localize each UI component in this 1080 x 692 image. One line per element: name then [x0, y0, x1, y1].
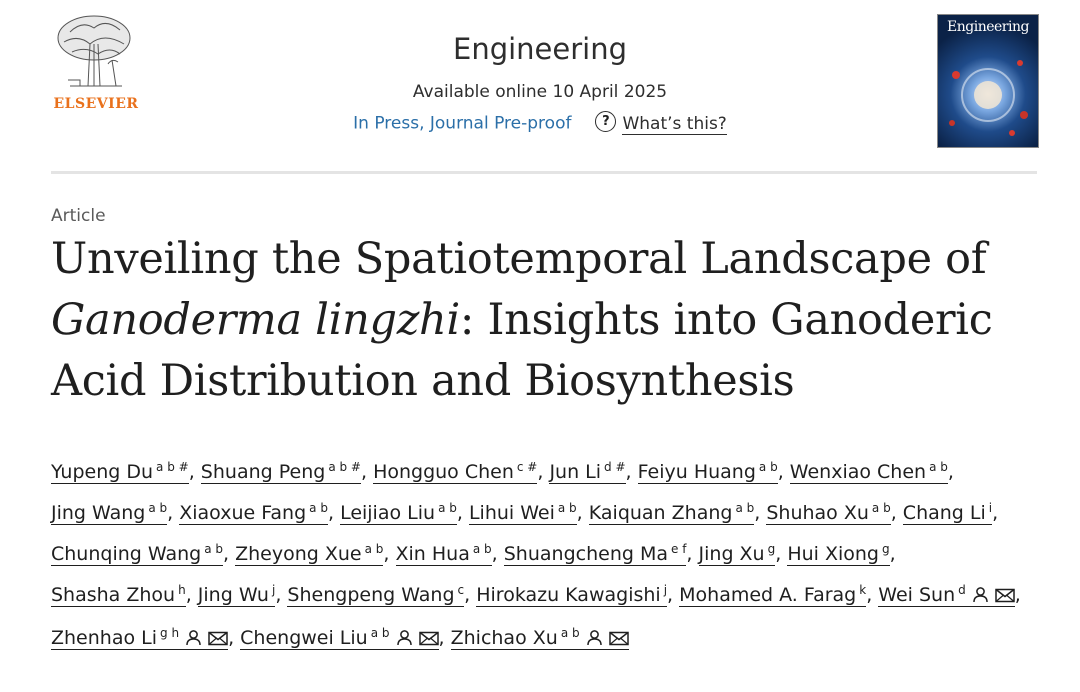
- author-entry: [878, 584, 1021, 607]
- author-entry: [469, 502, 589, 525]
- title-text-part1: Unveiling the Spatiotemporal Landscape of: [51, 234, 987, 284]
- author-name: Chang Li: [902, 502, 986, 524]
- person-icon[interactable]: [586, 622, 603, 658]
- article-header: [0, 0, 1080, 174]
- author-separator: ,: [456, 502, 469, 524]
- author-name-link[interactable]: [903, 502, 992, 525]
- author-separator: ,: [775, 543, 788, 565]
- author-entry: [340, 502, 469, 525]
- author-separator: ,: [228, 627, 241, 649]
- person-icon[interactable]: [185, 622, 202, 658]
- author-name: Xiaoxue Fang: [179, 502, 307, 524]
- author-name-link[interactable]: [179, 502, 328, 525]
- journal-title-link[interactable]: Engineering: [453, 32, 627, 66]
- author-name-link[interactable]: [469, 502, 577, 525]
- author-name: Chunqing Wang: [51, 543, 202, 565]
- affiliation-marks: a b: [557, 501, 577, 515]
- author-separator: ,: [1014, 584, 1021, 606]
- author-name: Yupeng Du: [51, 461, 154, 483]
- author-name-link[interactable]: [51, 543, 223, 566]
- affiliation-marks: e f: [671, 542, 687, 556]
- affiliation-marks: j: [663, 583, 668, 597]
- author-name-link[interactable]: [201, 461, 361, 484]
- author-name: Feiyu Huang: [637, 461, 756, 483]
- author-name: Wei Sun: [878, 584, 956, 606]
- author-separator: ,: [327, 502, 341, 524]
- author-entry: [589, 502, 767, 525]
- author-separator: ,: [866, 584, 879, 606]
- affiliation-marks: a b #: [156, 460, 189, 474]
- affiliation-marks: a b: [370, 626, 390, 640]
- author-separator: ,: [223, 543, 236, 565]
- affiliation-marks: c #: [516, 460, 538, 474]
- affiliation-marks: c: [457, 583, 465, 597]
- author-name-link[interactable]: [878, 584, 1014, 607]
- mail-icon[interactable]: [419, 622, 439, 658]
- author-name-link[interactable]: [396, 543, 492, 566]
- author-name-link[interactable]: [549, 461, 625, 484]
- author-name-link[interactable]: [679, 584, 866, 607]
- author-name: Shengpeng Wang: [287, 584, 455, 606]
- affiliation-marks: g: [767, 542, 776, 556]
- author-name-link[interactable]: [766, 502, 890, 525]
- author-name-link[interactable]: [51, 461, 189, 484]
- author-name-link[interactable]: [51, 502, 167, 525]
- author-name-link[interactable]: [638, 461, 778, 484]
- author-name: Shuang Peng: [200, 461, 326, 483]
- author-name-link[interactable]: [51, 627, 228, 650]
- author-entry: [504, 543, 699, 566]
- author-entry: [51, 543, 235, 566]
- author-entry: [549, 461, 637, 484]
- author-name: Zheyong Xue: [235, 543, 362, 565]
- affiliation-marks: i: [988, 501, 993, 515]
- author-name-link[interactable]: [51, 584, 186, 607]
- cover-title: Engineering: [947, 19, 1029, 35]
- author-name: Jing Wang: [51, 502, 146, 524]
- article-title: [51, 229, 1041, 412]
- author-name: Leijiao Liu: [340, 502, 436, 524]
- author-name-link[interactable]: [240, 627, 438, 650]
- affiliation-marks: a b: [472, 542, 492, 556]
- affiliation-marks: h: [178, 583, 186, 597]
- person-icon[interactable]: [972, 579, 989, 615]
- author-name-link[interactable]: [198, 584, 276, 607]
- author-entry: [476, 584, 679, 607]
- affiliation-marks: a b: [929, 460, 948, 474]
- title-text-part2: : Insights into Ganoderic Acid Distribution and Biosynthesis: [51, 295, 993, 406]
- author-entry: [201, 461, 373, 484]
- author-name: Hirokazu Kawagishi: [476, 584, 661, 606]
- author-name: Jing Wu: [197, 584, 269, 606]
- affiliation-marks: a b: [204, 542, 223, 556]
- author-name-link[interactable]: [504, 543, 687, 566]
- publisher-wordmark: ELSEVIER: [53, 96, 139, 112]
- author-name: Shuhao Xu: [766, 502, 869, 524]
- affiliation-marks: a b: [438, 501, 457, 515]
- whats-this-link[interactable]: What’s this?: [622, 113, 727, 134]
- journal-cover-image[interactable]: [937, 14, 1039, 148]
- publication-status-row: [0, 113, 1080, 134]
- author-name-link[interactable]: [235, 543, 383, 566]
- affiliation-marks: a b: [735, 501, 755, 515]
- author-entry: [451, 627, 629, 650]
- question-icon[interactable]: ?: [595, 111, 616, 132]
- author-separator: ,: [360, 461, 374, 483]
- author-separator: ,: [667, 584, 680, 606]
- mail-icon[interactable]: [995, 579, 1015, 615]
- author-entry: [198, 584, 288, 607]
- mail-icon[interactable]: [609, 622, 629, 658]
- author-entry: [396, 543, 504, 566]
- author-separator: ,: [625, 461, 638, 483]
- author-name: Mohamed A. Farag: [679, 584, 857, 606]
- author-separator: ,: [889, 543, 896, 565]
- author-name: Zhichao Xu: [450, 627, 558, 649]
- author-separator: ,: [185, 584, 198, 606]
- author-separator: ,: [491, 543, 504, 565]
- author-name-link[interactable]: [589, 502, 754, 525]
- author-entry: [699, 543, 788, 566]
- author-separator: ,: [383, 543, 396, 565]
- mail-icon[interactable]: [208, 622, 228, 658]
- affiliation-marks: j: [271, 583, 276, 597]
- author-entry: [790, 461, 954, 484]
- author-separator: ,: [167, 502, 180, 524]
- author-separator: ,: [188, 461, 201, 483]
- author-name: Jing Xu: [698, 543, 765, 565]
- author-name-link[interactable]: [699, 543, 776, 566]
- affiliation-marks: a b: [309, 501, 328, 515]
- author-separator: ,: [686, 543, 699, 565]
- author-name-link[interactable]: [340, 502, 457, 525]
- author-entry: [235, 543, 395, 566]
- affiliation-marks: a b: [758, 460, 778, 474]
- affiliation-marks: g: [882, 542, 890, 556]
- author-name: Zhenhao Li: [51, 627, 158, 649]
- author-name-link[interactable]: [476, 584, 667, 607]
- affiliation-marks: d: [958, 583, 966, 597]
- author-entry: [51, 502, 179, 525]
- author-separator: ,: [890, 502, 903, 524]
- affiliation-marks: k: [859, 583, 867, 597]
- author-entry: [787, 543, 895, 566]
- author-name: Wenxiao Chen: [789, 461, 927, 483]
- author-separator: ,: [275, 584, 288, 606]
- author-separator: ,: [464, 584, 477, 606]
- article-type-label: Article: [51, 206, 106, 226]
- header-divider: [51, 171, 1037, 174]
- author-name-link[interactable]: [787, 543, 889, 566]
- author-name: Lihui Wei: [468, 502, 555, 524]
- author-name: Shuangcheng Ma: [503, 543, 668, 565]
- affiliation-marks: d #: [604, 460, 626, 474]
- author-entry: [373, 461, 549, 484]
- title-species-name: Ganoderma lingzhi: [51, 295, 460, 345]
- author-name-link[interactable]: [287, 584, 464, 607]
- person-icon[interactable]: [396, 622, 413, 658]
- author-name: Hui Xiong: [787, 543, 879, 565]
- author-entry: [679, 584, 878, 607]
- author-name-link[interactable]: [373, 461, 537, 484]
- affiliation-marks: a b: [148, 501, 168, 515]
- affiliation-marks: g h: [160, 626, 180, 640]
- author-separator: ,: [537, 461, 550, 483]
- author-name: Xin Hua: [395, 543, 470, 565]
- author-separator: ,: [777, 461, 790, 483]
- author-name-link[interactable]: [451, 627, 629, 650]
- author-entry: [287, 584, 476, 607]
- author-entry: [51, 627, 240, 650]
- availability-date: Available online 10 April 2025: [412, 82, 668, 102]
- author-name: Chengwei Liu: [240, 627, 368, 649]
- author-separator: ,: [438, 627, 451, 649]
- in-press-link[interactable]: In Press, Journal Pre-proof: [353, 113, 572, 134]
- affiliation-marks: a b #: [328, 460, 361, 474]
- author-name: Jun Li: [549, 461, 602, 483]
- author-separator: ,: [992, 502, 999, 524]
- author-separator: ,: [576, 502, 589, 524]
- author-entry: [638, 461, 790, 484]
- author-entry: [179, 502, 340, 525]
- author-entry: [51, 461, 201, 484]
- author-name-link[interactable]: [790, 461, 948, 484]
- author-name: Shasha Zhou: [51, 584, 176, 606]
- affiliation-marks: a b: [871, 501, 891, 515]
- author-entry: [51, 584, 198, 607]
- author-separator: ,: [947, 461, 954, 483]
- affiliation-marks: a b: [560, 626, 580, 640]
- author-name: Kaiquan Zhang: [588, 502, 733, 524]
- affiliation-marks: a b: [364, 542, 384, 556]
- author-entry: [903, 502, 998, 525]
- author-name: Hongguo Chen: [373, 461, 514, 483]
- author-list: [51, 449, 1041, 658]
- author-entry: [240, 627, 450, 650]
- author-entry: [766, 502, 902, 525]
- author-separator: ,: [754, 502, 767, 524]
